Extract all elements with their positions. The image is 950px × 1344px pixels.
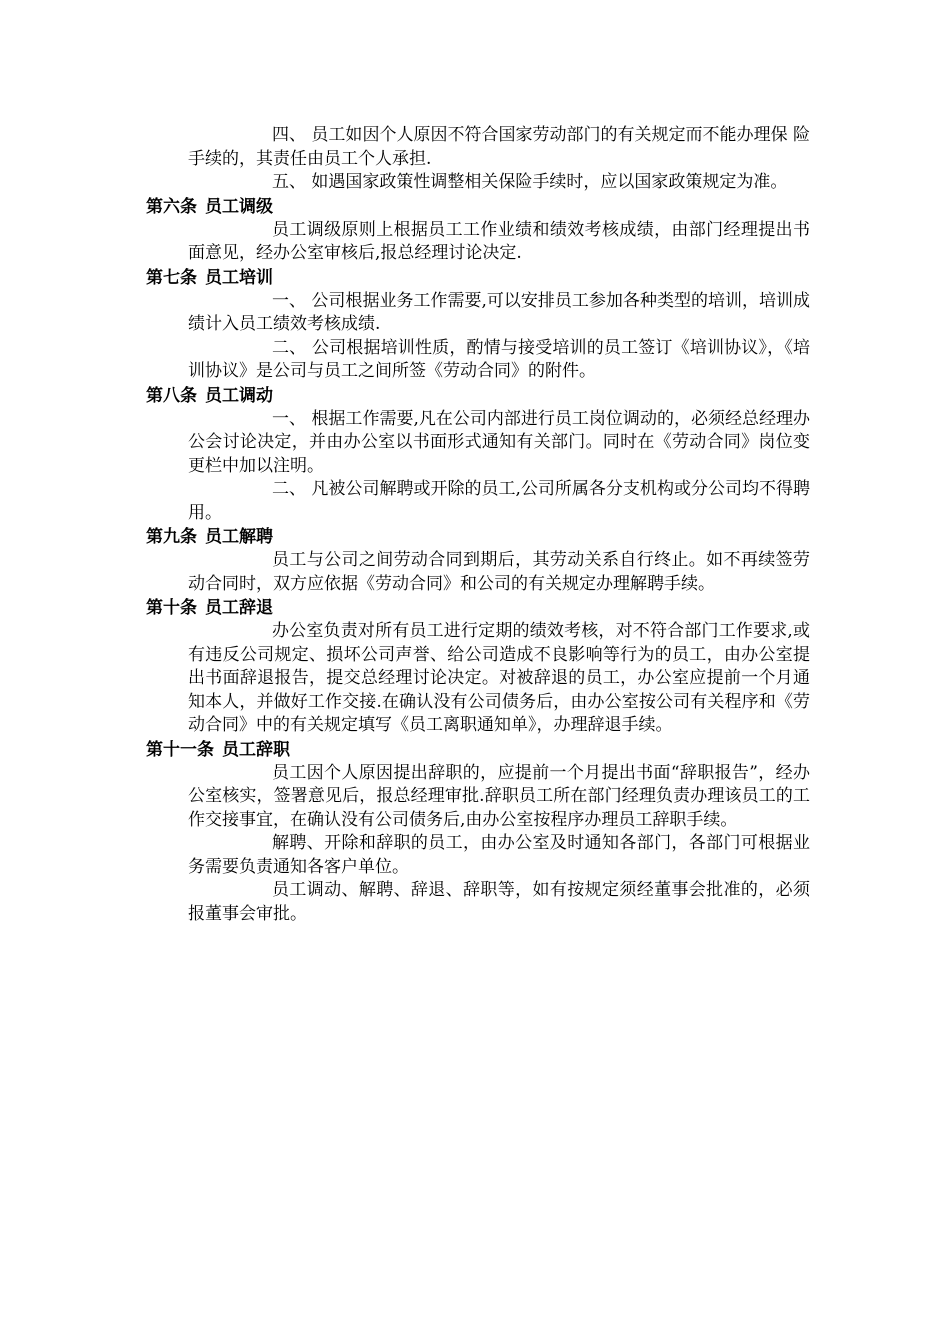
heading-article-9	[146, 525, 810, 549]
article-number: 第八条	[146, 385, 197, 406]
paragraph-transfer-2: 二、 凡被公司解聘或开除的员工,公司所属各分支机构或分公司均不得聘用。	[188, 479, 810, 523]
article-title: 员工调级	[205, 196, 273, 217]
heading-article-11	[146, 738, 810, 762]
document-body	[146, 124, 810, 926]
heading-article-7	[146, 266, 810, 290]
paragraph-transfer-1: 一、 根据工作需要,凡在公司内部进行员工岗位调动的，必须经总经理办公会讨论决定，并由办公室以书面形式通知有关部门。同时在《劳动合同》岗位变更栏中加以注明。	[188, 408, 810, 476]
article-title: 员工解聘	[205, 527, 273, 547]
paragraph-insurance-personal: 四、 员工如因个人原因不符合国家劳动部门的有关规定而不能办理保 险手续的，其责任由员工个人承担.	[188, 125, 810, 169]
article-number: 第九条	[146, 527, 197, 547]
article-number: 第七条	[146, 267, 197, 288]
paragraph-resignation-2: 解聘、开除和辞职的员工，由办公室及时通知各部门，各部门可根据业务需要负责通知各客户单位。	[188, 833, 810, 877]
article-title: 员工培训	[205, 267, 273, 288]
paragraph-resignation-1: 员工因个人原因提出辞职的，应提前一个月提出书面“辞职报告”，经办公室核实，签署意见后，报总经理审批.辞职员工所在部门经理负责办理该员工的工作交接事宜，在确认没有公司债务后,由办公室按程序办理员工辞职手续。	[188, 762, 810, 830]
article-title: 员工辞退	[205, 598, 273, 618]
paragraph-training-2: 二、 公司根据培训性质，酌情与接受培训的员工签订《培训协议》，《培 训协议》是公司与员工之间所签《劳动合同》的附件。	[188, 337, 810, 381]
heading-article-8	[146, 384, 810, 408]
paragraph-resignation-3: 员工调动、解聘、辞退、辞职等，如有按规定须经董事会批准的，必须报董事会审批。	[188, 880, 810, 924]
heading-article-6	[146, 195, 810, 219]
heading-article-10	[146, 596, 810, 620]
paragraph-training-1: 一、 公司根据业务工作需要,可以安排员工参加各种类型的培训，培训成绩计入员工绩效考核成绩.	[188, 290, 810, 334]
article-title: 员工辞职	[222, 739, 290, 760]
article-number: 第六条	[146, 196, 197, 217]
paragraph-termination: 办公室负责对所有员工进行定期的绩效考核，对不符合部门工作要求,或有违反公司规定、损坏公司声誉、给公司造成不良影响等行为的员工，由办公室提出书面辞退报告，提交总经理讨论决定。对被辞退的员工，办公室应提前一个月通知本人，并做好工作交接.在确认没有公司债务后，由办公室按公司有关程序和《劳动合同》中的有关规定填写《员工离职通知单》，办理辞退手续。	[188, 621, 810, 735]
article-number: 第十一条	[146, 739, 214, 760]
paragraph-grade-adjustment: 员工调级原则上根据员工工作业绩和绩效考核成绩，由部门经理提出书面意见，经办公室审核后,报总经理讨论决定.	[188, 219, 810, 263]
article-title: 员工调动	[205, 385, 273, 406]
paragraph-dismissal: 员工与公司之间劳动合同到期后，其劳动关系自行终止。如不再续签劳动合同时，双方应依据《劳动合同》和公司的有关规定办理解聘手续。	[188, 550, 810, 594]
paragraph-insurance-policy: 五、 如遇国家政策性调整相关保险手续时，应以国家政策规定为准。	[272, 172, 788, 192]
article-number: 第十条	[146, 598, 197, 618]
